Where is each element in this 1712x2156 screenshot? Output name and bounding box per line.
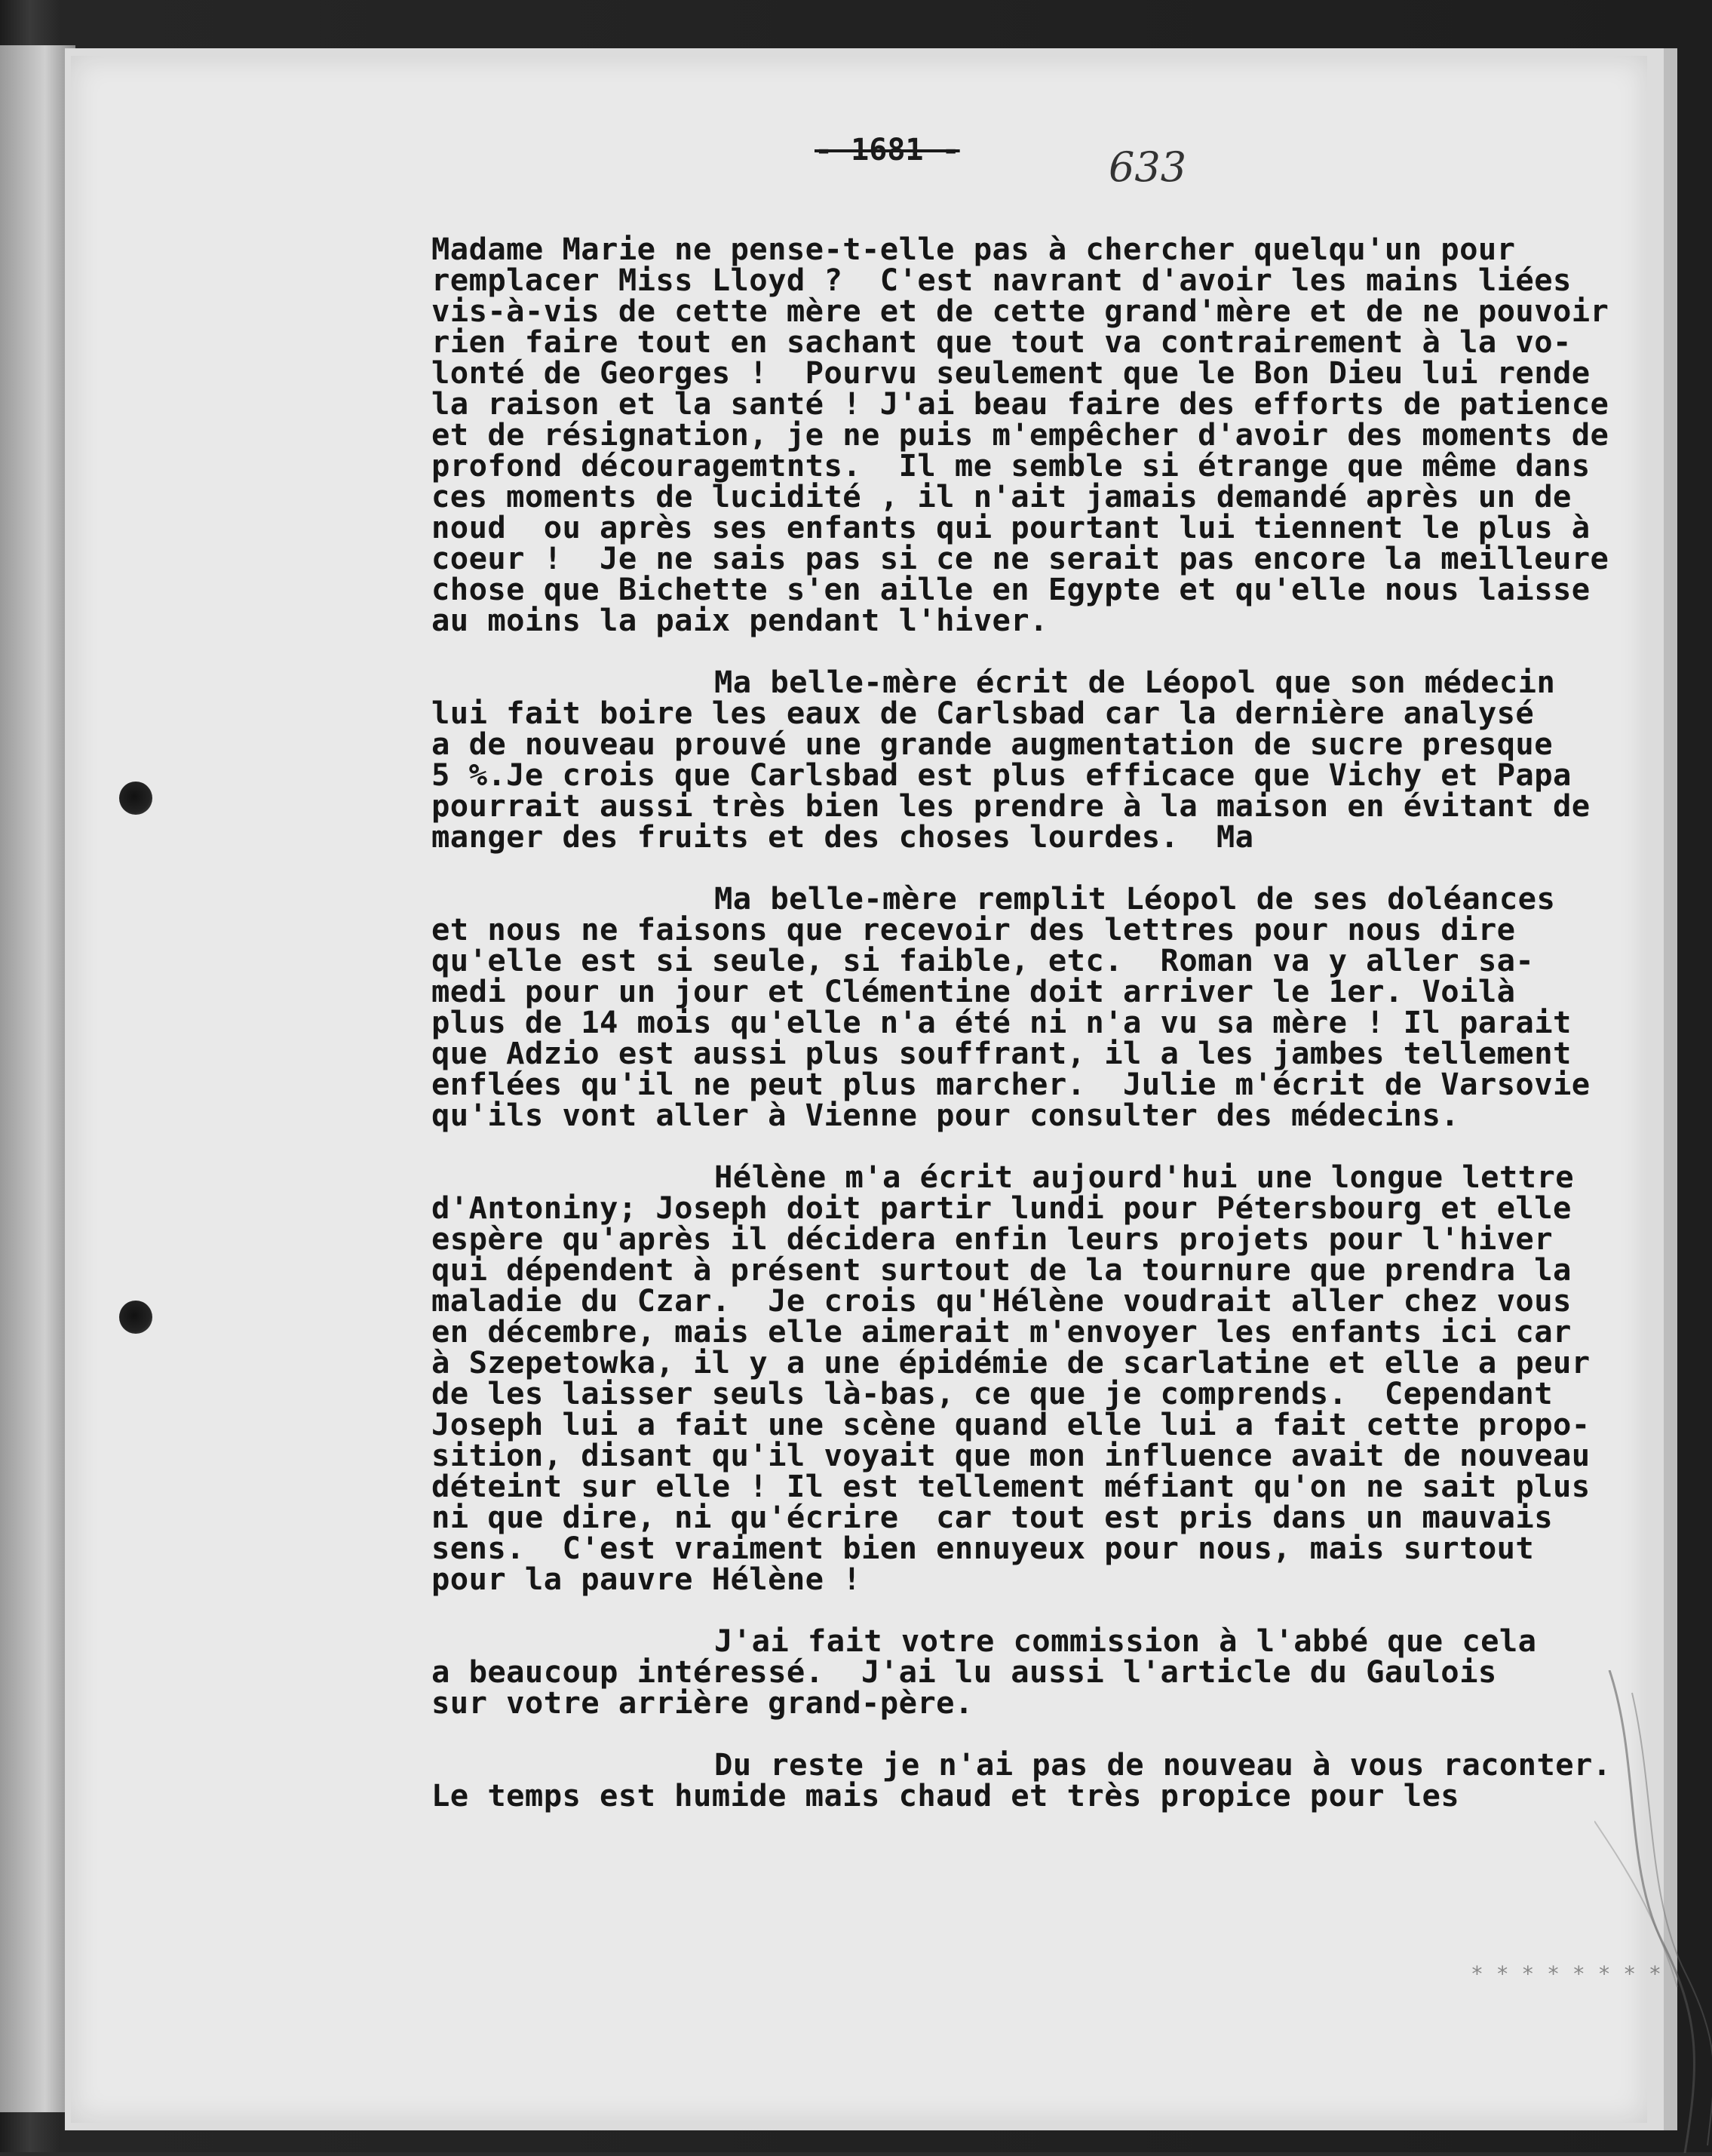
text-line: remplacer Miss Lloyd ? C'est navrant d'avoir les mains liées [431, 262, 1572, 298]
text-line: à Szepetowka, il y a une épidémie de scarlatine et elle a peur [431, 1344, 1591, 1381]
text-line: qui dépendent à présent surtout de la tournure que prendra la [431, 1252, 1572, 1288]
text-line: 5 %.Je crois que Carlsbad est plus efficace que Vichy et Papa [431, 757, 1572, 793]
text-line: sur votre arrière grand-père. [431, 1685, 974, 1721]
text-line: a de nouveau prouvé une grande augmentation de sucre presque [431, 726, 1553, 762]
text-line: lonté de Georges ! Pourvu seulement que le Bon Dieu lui rende [431, 355, 1591, 391]
text-line: profond découragemtnts. Il me semble si étrange que même dans [431, 447, 1591, 484]
handwritten-folio-number: 633 [1109, 143, 1187, 191]
binder-edge [0, 45, 75, 2112]
text-line: manger des fruits et des choses lourdes. Ma [431, 818, 1254, 855]
text-line: de les laisser seuls là-bas, ce que je comprends. Cependant [431, 1375, 1553, 1411]
text-line: sens. C'est vraiment bien ennuyeux pour nous, mais surtout [431, 1530, 1535, 1566]
text-line: au moins la paix pendant l'hiver. [431, 602, 1048, 638]
paragraph [431, 1623, 1638, 1721]
text-line: que Adzio est aussi plus souffrant, il a les jambes tellement [431, 1035, 1572, 1071]
text-line: coeur ! Je ne sais pas si ce ne serait pas encore la meilleure [431, 540, 1609, 576]
text-line: en décembre, mais elle aimerait m'envoyer les enfants ici car [431, 1313, 1572, 1350]
paragraph [431, 1746, 1638, 1814]
text-line: espère qu'après il décidera enfin leurs projets pour l'hiver [431, 1221, 1553, 1257]
punch-hole-lower [119, 1301, 152, 1334]
text-line: enflées qu'il ne peut plus marcher. Julie m'écrit de Varsovie [431, 1066, 1591, 1102]
text-line: pourrait aussi très bien les prendre à la maison en évitant de [431, 788, 1591, 824]
text-line: medi pour un jour et Clémentine doit arriver le 1er. Voilà [431, 973, 1516, 1009]
text-line: Joseph lui a fait une scène quand elle lui a fait cette propo- [431, 1406, 1591, 1442]
text-line: ni que dire, ni qu'écrire car tout est pris dans un mauvais [431, 1499, 1553, 1535]
text-line: chose que Bichette s'en aille en Egypte et qu'elle nous laisse [431, 571, 1591, 607]
text-line: vis-à-vis de cette mère et de cette grand'mère et de ne pouvoir [431, 293, 1609, 329]
paragraph [431, 231, 1638, 638]
typed-page-number: - 1681 - [815, 133, 960, 167]
text-line: Le temps est humide mais chaud et très propice pour les [431, 1777, 1460, 1814]
paragraph [431, 1159, 1638, 1597]
text-line: ces moments de lucidité , il n'ait jamais demandé après un de [431, 478, 1572, 514]
text-line: la raison et la santé ! J'ai beau faire des efforts de patience [431, 385, 1609, 422]
text-line: et de résignation, je ne puis m'empêcher d'avoir des moments de [431, 416, 1609, 453]
text-line: Ma belle-mère remplit Léopol de ses doléances [714, 880, 1556, 917]
punch-hole-upper [119, 782, 152, 815]
text-line: déteint sur elle ! Il est tellement méfiant qu'on ne sait plus [431, 1468, 1591, 1504]
text-line: sition, disant qu'il voyait que mon influence avait de nouveau [431, 1437, 1591, 1473]
text-line: d'Antoniny; Joseph doit partir lundi pour Pétersbourg et elle [431, 1190, 1572, 1226]
text-line: Ma belle-mère écrit de Léopol que son médecin [714, 664, 1556, 700]
text-line: plus de 14 mois qu'elle n'a été ni n'a vu sa mère ! Il parait [431, 1004, 1572, 1040]
text-line: a beaucoup intéressé. J'ai lu aussi l'article du Gaulois [431, 1654, 1497, 1690]
letter-body [431, 231, 1638, 1842]
text-line: et nous ne faisons que recevoir des lettres pour nous dire [431, 911, 1516, 947]
text-line: Madame Marie ne pense-t-elle pas à chercher quelqu'un pour [431, 231, 1516, 267]
paragraph [431, 880, 1638, 1133]
text-line: qu'ils vont aller à Vienne pour consulter des médecins. [431, 1097, 1460, 1133]
text-line: pour la pauvre Hélène ! [431, 1561, 862, 1597]
bleed-through-marks: * * * * * * * * [1471, 1961, 1661, 1986]
text-line: Du reste je n'ai pas de nouveau à vous raconter. [714, 1746, 1612, 1783]
text-line: lui fait boire les eaux de Carlsbad car la dernière analysé [431, 695, 1535, 731]
text-line: qu'elle est si seule, si faible, etc. Roman va y aller sa- [431, 942, 1535, 978]
paragraph [431, 664, 1638, 855]
text-line: rien faire tout en sachant que tout va contrairement à la vo- [431, 324, 1572, 360]
text-line: Hélène m'a écrit aujourd'hui une longue lettre [714, 1159, 1575, 1195]
text-line: maladie du Czar. Je crois qu'Hélène voudrait aller chez vous [431, 1282, 1572, 1319]
text-line: noud ou après ses enfants qui pourtant lui tiennent le plus à [431, 509, 1591, 545]
text-line: J'ai fait votre commission à l'abbé que cela [714, 1623, 1537, 1659]
